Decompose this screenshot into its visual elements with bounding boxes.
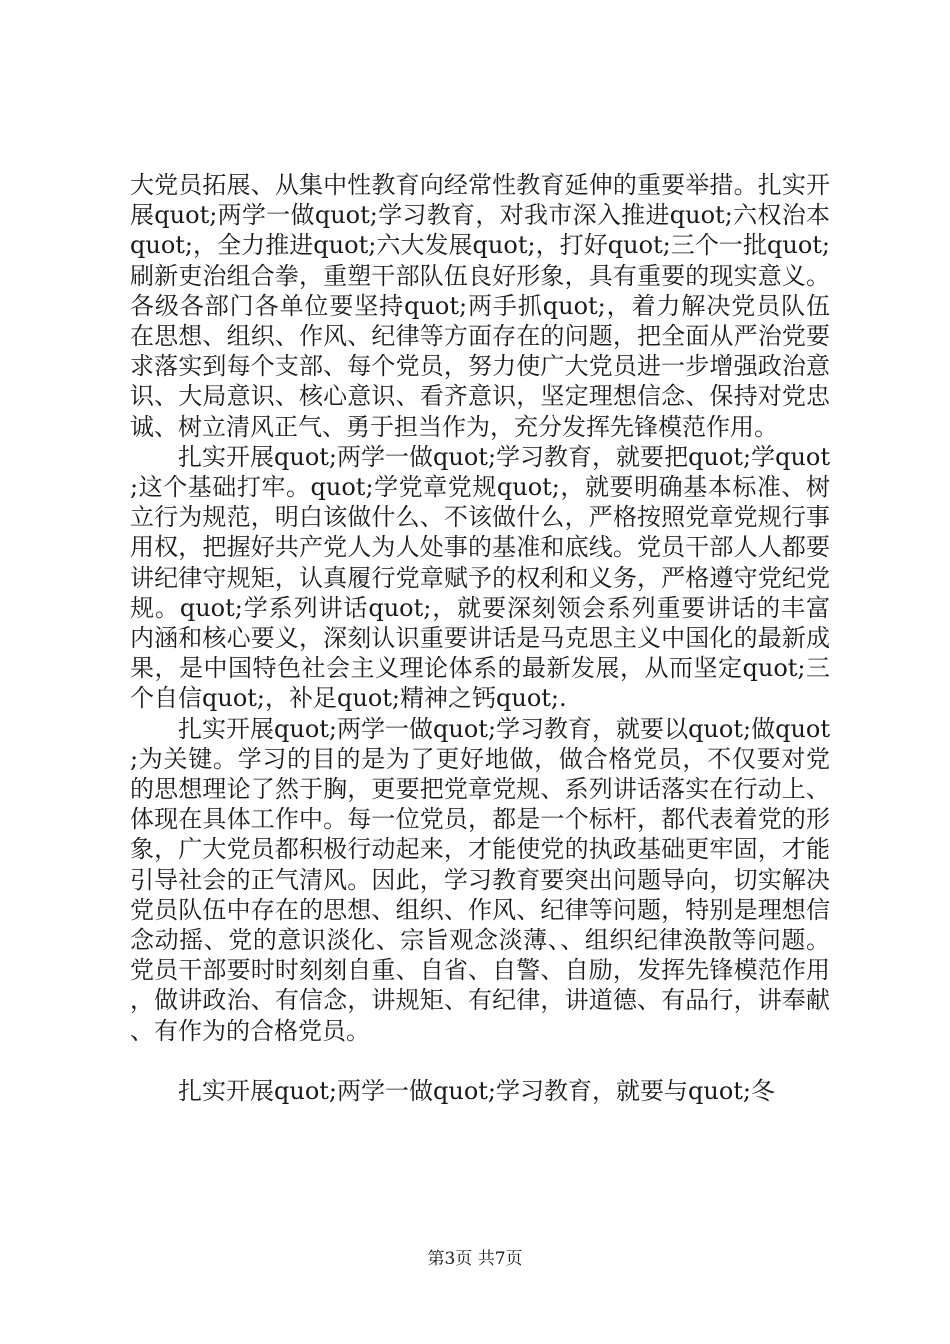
page-number-footer: 第3页 共7页	[427, 1249, 523, 1269]
paragraph-4: 扎实开展quot;两学一做quot;学习教育，就要与quot;冬	[178, 1076, 775, 1105]
document-body	[130, 170, 830, 1106]
paragraph-2: 扎实开展quot;两学一做quot;学习教育，就要把quot;学quot;这个基础打牢。quot;学党章党规quot;，就要明确基本标准、树立行为规范，明白该做什么、不该做什么，严格按照党章党规行事用权，把握好共产党人为人处事的基准和底线。党员干部人人都要讲纪律守规矩，认真履行党章赋予的权利和义务，严格遵守党纪党规。quot;学系列讲话quot;，就要深刻领会系列重要讲话的丰富内涵和核心要义，深刻认识重要讲话是马克思主义中国化的最新成果，是中国特色社会主义理论体系的最新发展，从而坚定quot;三个自信quot;，补足quot;精神之钙quot;.	[130, 442, 830, 713]
paragraph-1: 大党员拓展、从集中性教育向经常性教育延伸的重要举措。扎实开展quot;两学一做quot;学习教育，对我市深入推进quot;六权治本quot;，全力推进quot;六大发展quot;，打好quot;三个一批quot;刷新吏治组合拳，重塑干部队伍良好形象，具有重要的现实意义。各级各部门各单位要坚持quot;两手抓quot;，着力解决党员队伍在思想、组织、作风、纪律等方面存在的问题，把全面从严治党要求落实到每个支部、每个党员，努力使广大党员进一步增强政治意识、大局意识、核心意识、看齐意识，坚定理想信念、保持对党忠诚、树立清风正气、勇于担当作为，充分发挥先锋模范作用。	[130, 171, 830, 441]
paragraph-3: 扎实开展quot;两学一做quot;学习教育，就要以quot;做quot;为关键。学习的目的是为了更好地做，做合格党员，不仅要对党的思想理论了然于胸，更要把党章党规、系列讲话落实在行动上、体现在具体工作中。每一位党员，都是一个标杆，都代表着党的形象，广大党员都积极行动起来，才能使党的执政基础更牢固，才能引导社会的正气清风。因此，学习教育要突出问题导向，切实解决党员队伍中存在的思想、组织、作风、纪律等问题，特别是理想信念动摇、党的意识淡化、宗旨观念淡薄、、组织纪律涣散等问题。党员干部要时时刻刻自重、自省、自警、自励，发挥先锋模范作用，做讲政治、有信念，讲规矩、有纪律，讲道德、有品行，讲奉献、有作为的合格党员。	[130, 714, 830, 1045]
